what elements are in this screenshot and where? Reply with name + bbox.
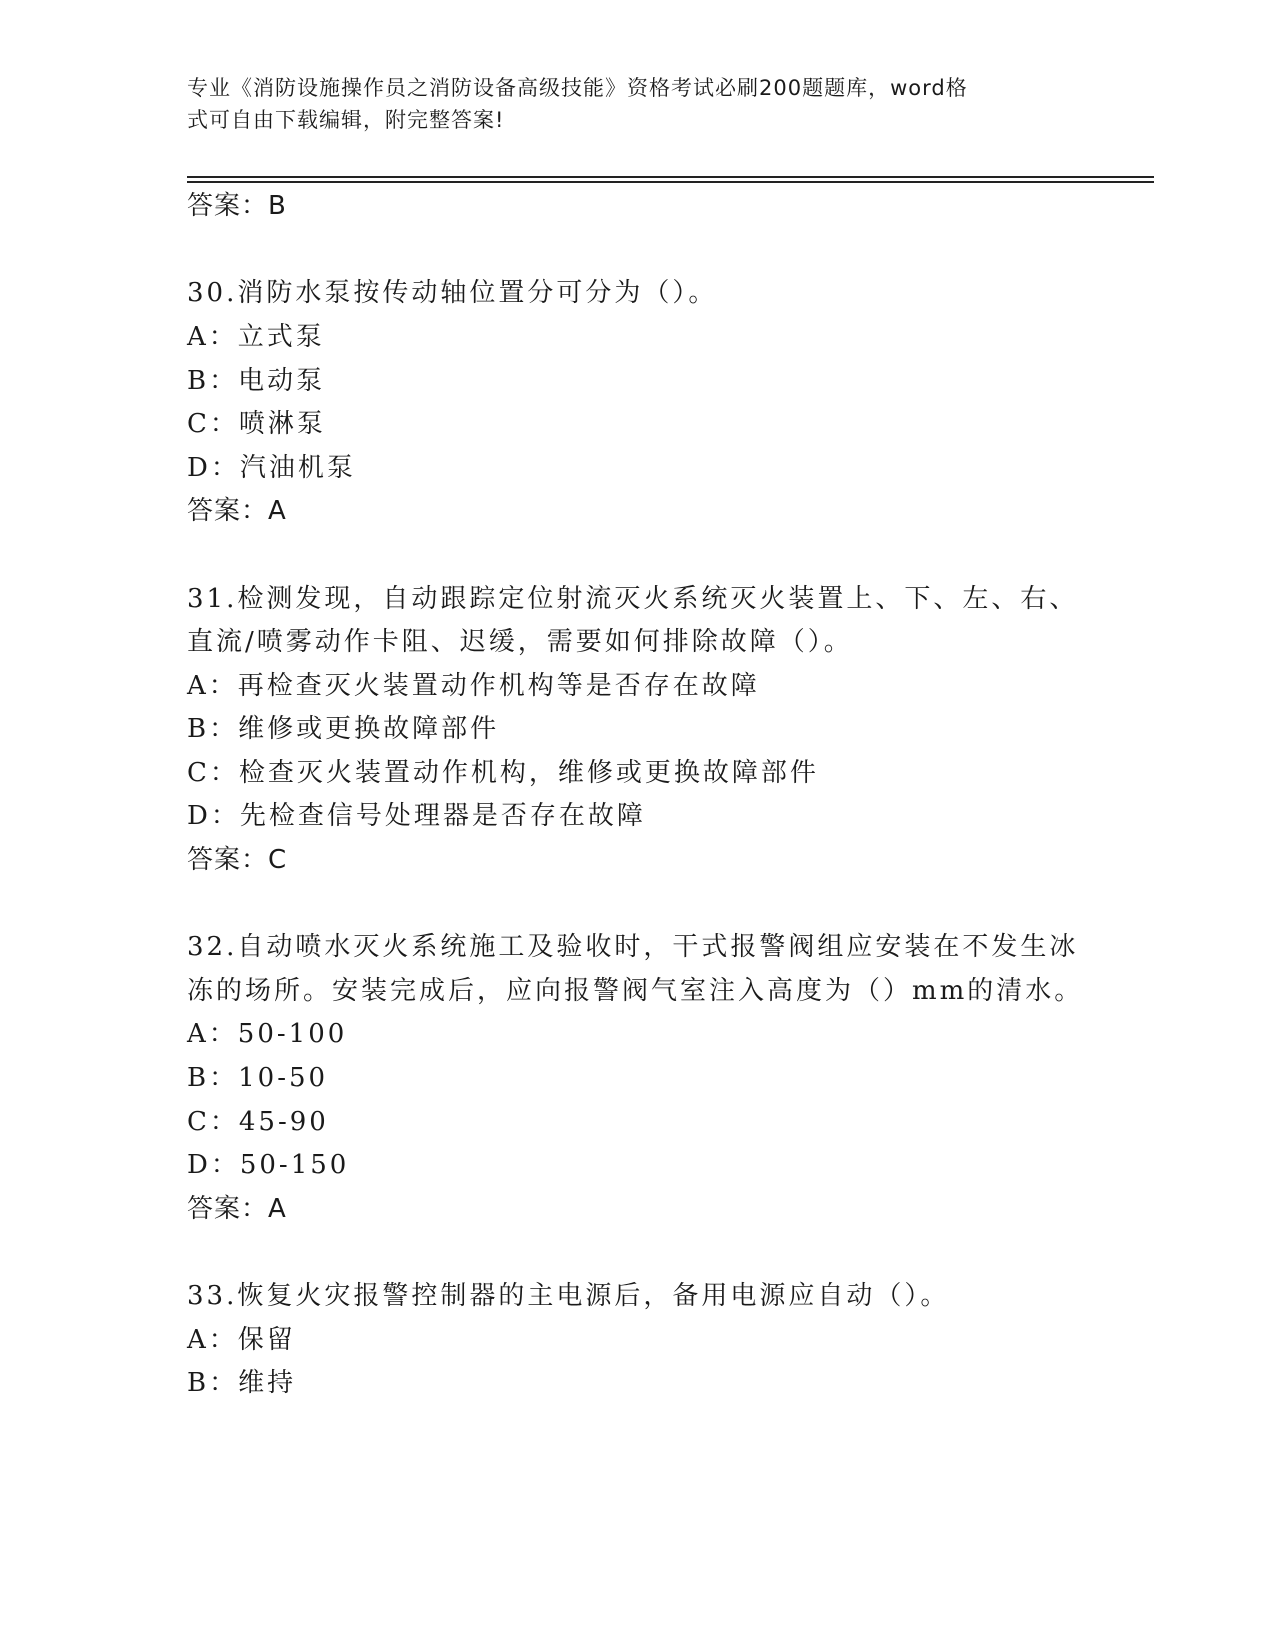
answer-31: 答案：C <box>187 845 288 875</box>
option-a: A：保留 <box>187 1325 296 1355</box>
option-d: D：汽油机泵 <box>187 453 356 483</box>
option-b: B：10-50 <box>187 1063 329 1093</box>
option-c: C：45-90 <box>187 1107 329 1137</box>
option-b: B：维持 <box>187 1368 297 1398</box>
question-stem-line-1: 31.检测发现，自动跟踪定位射流灭火系统灭火装置上、下、左、右、 <box>187 584 1079 614</box>
answer-29: 答案：B <box>187 191 287 221</box>
option-d: D：50-150 <box>187 1150 350 1180</box>
question-stem-line-2: 直流/喷雾动作卡阻、迟缓，需要如何排除故障（）。 <box>187 627 853 657</box>
question-stem: 30.消防水泵按传动轴位置分可分为（）。 <box>187 278 718 308</box>
answer-30: 答案：A <box>187 496 287 526</box>
header-divider-bottom <box>187 181 1154 183</box>
header-line-2: 式可自由下载编辑，附完整答案! <box>187 108 505 132</box>
option-a: A：立式泵 <box>187 322 325 352</box>
option-b: B：维修或更换故障部件 <box>187 714 500 744</box>
option-a: A：再检查灭火装置动作机构等是否存在故障 <box>187 671 760 701</box>
question-stem-line-1: 32.自动喷水灭火系统施工及验收时，干式报警阀组应安装在不发生冰 <box>187 932 1079 962</box>
option-b: B：电动泵 <box>187 366 326 396</box>
document-header <box>187 72 1067 136</box>
option-d: D：先检查信号处理器是否存在故障 <box>187 801 646 831</box>
question-stem-line-2: 冻的场所。安装完成后，应向报警阀气室注入高度为（）mm的清水。 <box>187 976 1084 1006</box>
option-c: C：检查灭火装置动作机构，维修或更换故障部件 <box>187 758 819 788</box>
header-line-1: 专业《消防设施操作员之消防设备高级技能》资格考试必刷200题题库，word格 <box>187 76 968 100</box>
option-a: A：50-100 <box>187 1019 348 1049</box>
header-divider-top <box>187 176 1154 178</box>
question-stem: 33.恢复火灾报警控制器的主电源后，备用电源应自动（）。 <box>187 1281 950 1311</box>
option-c: C：喷淋泵 <box>187 409 326 439</box>
answer-32: 答案：A <box>187 1194 287 1224</box>
